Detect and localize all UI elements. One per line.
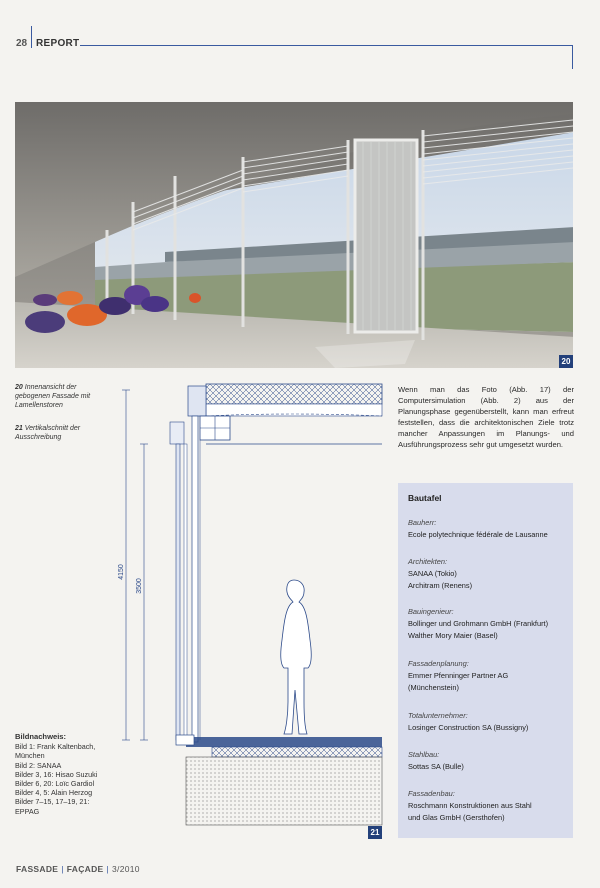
bautafel-value-fassadenbau-2: und Glas GmbH (Gersthofen) [408,813,505,822]
caption-20 [15,383,95,410]
credits-heading: Bildnachweis: [15,732,67,741]
body-paragraph: Wenn man das Foto (Abb. 17) der Computersimulation (Abb. 2) aus der Planungsphase gegenüberstellt, kann man erfreut feststellen, dass die architektonischen Ziele trotz mancher Anpassungen im Planungs- und Ausführungsprozess sehr gut umgesetzt wurden. [398,385,574,449]
footer-separator: | [106,864,110,874]
section-title: REPORT [36,38,80,49]
bautafel-role-bauherr: Bauherr: [408,518,437,527]
credits-line: Bilder 6, 20: Loïc Gardiol [15,779,95,789]
dimension-inner: 3500 [136,578,143,594]
caption-20-text: Innenansicht der gebogenen Fassade mit Lamellenstoren [15,384,91,409]
section-drawing [102,372,384,840]
bautafel-value-fassadenbau-1: Roschmann Konstruktionen aus Stahl [408,801,532,810]
caption-20-number: 20 [15,384,23,391]
caption-21-text: Vertikalschnitt der Ausschreibung [15,425,81,441]
caption-21-number: 21 [15,425,23,432]
bautafel-value-totalunternehmer: Losinger Construction SA (Bussigny) [408,723,529,732]
caption-21 [15,424,95,442]
bautafel-role-stahlbau: Stahlbau: [408,750,440,759]
figure-badge-20: 20 [559,355,573,368]
footer-separator: | [61,864,64,874]
figure-badge-21: 21 [368,826,382,839]
bautafel-box [398,483,573,838]
bautafel-value-bauherr: Ecole polytechnique fédérale de Lausanne [408,530,548,539]
bautafel-role-fassadenbau: Fassadenbau: [408,789,455,798]
credits-line: EPPAG [15,806,40,816]
bautafel-title: Bautafel [408,493,442,503]
bautafel-role-totalunternehmer: Totalunternehmer: [408,711,468,720]
credits-line: Bild 1: Frank Kaltenbach, [15,742,96,752]
page-number: 28 [16,38,28,49]
credits-line: Bilder 7–15, 17–19, 21: [15,797,90,807]
header-divider [31,26,32,48]
footer-fassade: FASSADE [16,864,59,874]
dimension-outer: 4150 [118,564,125,580]
bautafel-value-fassadenplanung-2: (Münchenstein) [408,683,459,692]
footer-facade: FAÇADE [66,864,104,874]
footer-issue: 3/2010 [112,864,140,874]
interior-photo-illustration [15,102,573,368]
credits-line: Bilder 4, 5: Alain Herzog [15,788,93,798]
credits-line: München [15,751,45,761]
header-rule-end [572,45,573,69]
bautafel-role-fassadenplanung: Fassadenplanung: [408,659,469,668]
header-rule [80,45,572,46]
bautafel-value-fassadenplanung-1: Emmer Pfenninger Partner AG [408,671,509,680]
bautafel-value-bauingenieur-2: Walther Mory Maier (Basel) [408,631,498,640]
interior-photo [15,102,573,368]
bautafel-value-bauingenieur-1: Bollinger und Grohmann GmbH (Frankfurt) [408,619,549,628]
bautafel-value-architekten-2: Architram (Renens) [408,581,473,590]
credits-line: Bild 2: SANAA [15,760,62,770]
image-credits [15,732,105,816]
bautafel-value-stahlbau: Sottas SA (Bulle) [408,762,464,771]
bautafel-role-bauingenieur: Bauingenieur: [408,607,454,616]
page-footer [16,864,140,874]
bautafel-value-architekten-1: SANAA (Tokio) [408,569,457,578]
section-drawing-illustration [102,372,384,840]
bautafel-role-architekten: Architekten: [408,557,448,566]
credits-line: Bilder 3, 16: Hisao Suzuki [15,769,98,779]
